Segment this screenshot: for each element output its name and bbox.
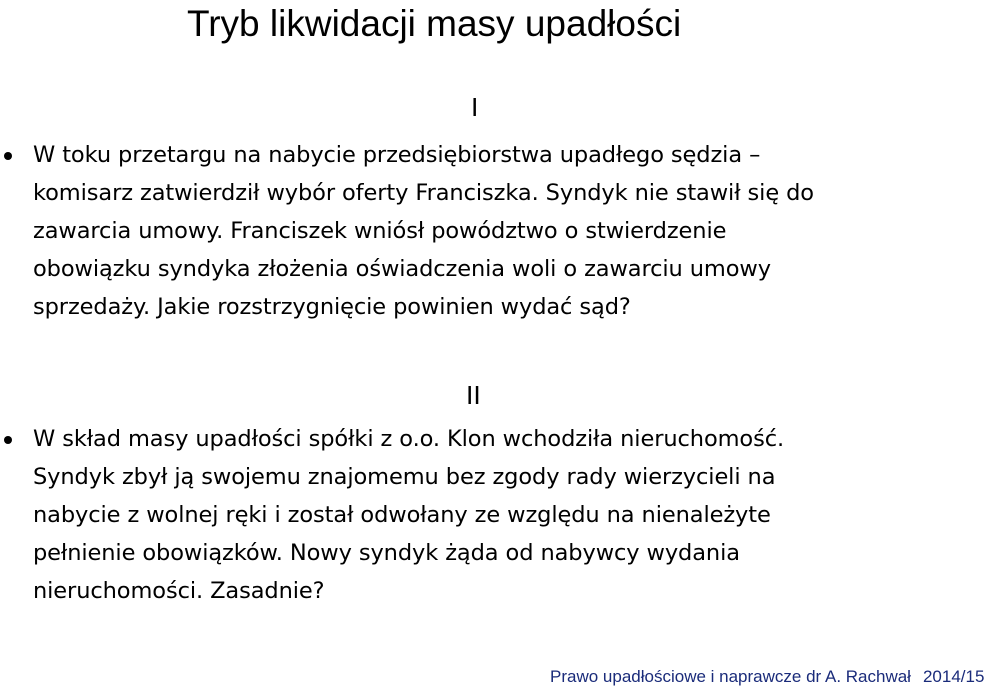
bullet-dot-icon bbox=[4, 152, 12, 160]
case-marker-2: II bbox=[466, 381, 481, 410]
case-2-line: nieruchomości. Zasadnie? bbox=[33, 578, 325, 604]
footer-course: Prawo upadłościowe i naprawcze dr A. Rachwał bbox=[550, 667, 911, 686]
bullet-dot-icon bbox=[4, 436, 12, 444]
case-1-text bbox=[33, 136, 928, 326]
case-2-line: Syndyk zbył ją swojemu znajomemu bez zgody rady wierzycieli na bbox=[33, 464, 776, 490]
case-1-line: zawarcia umowy. Franciszek wniósł powództwo o stwierdzenie bbox=[33, 218, 727, 244]
case-1-line: komisarz zatwierdził wybór oferty Franciszka. Syndyk nie stawił się do bbox=[33, 180, 814, 206]
case-marker-1: I bbox=[471, 93, 479, 122]
slide-footer bbox=[550, 666, 984, 688]
case-2-line: W skład masy upadłości spółki z o.o. Klon wchodziła nieruchomość. bbox=[33, 426, 785, 452]
case-1-line: obowiązku syndyka złożenia oświadczenia woli o zawarciu umowy bbox=[33, 256, 771, 282]
case-1-line: sprzedaży. Jakie rozstrzygnięcie powinien wydać sąd? bbox=[33, 294, 631, 320]
case-2-text bbox=[33, 420, 928, 610]
slide-title: Tryb likwidacji masy upadłości bbox=[187, 3, 682, 44]
footer-year: 2014/15 bbox=[922, 667, 984, 686]
case-2-line: pełnienie obowiązków. Nowy syndyk żąda od nabywcy wydania bbox=[33, 540, 740, 566]
case-1-line: W toku przetargu na nabycie przedsiębiorstwa upadłego sędzia – bbox=[33, 142, 761, 168]
case-2-line: nabycie z wolnej ręki i został odwołany ze względu na nienależyte bbox=[33, 502, 771, 528]
